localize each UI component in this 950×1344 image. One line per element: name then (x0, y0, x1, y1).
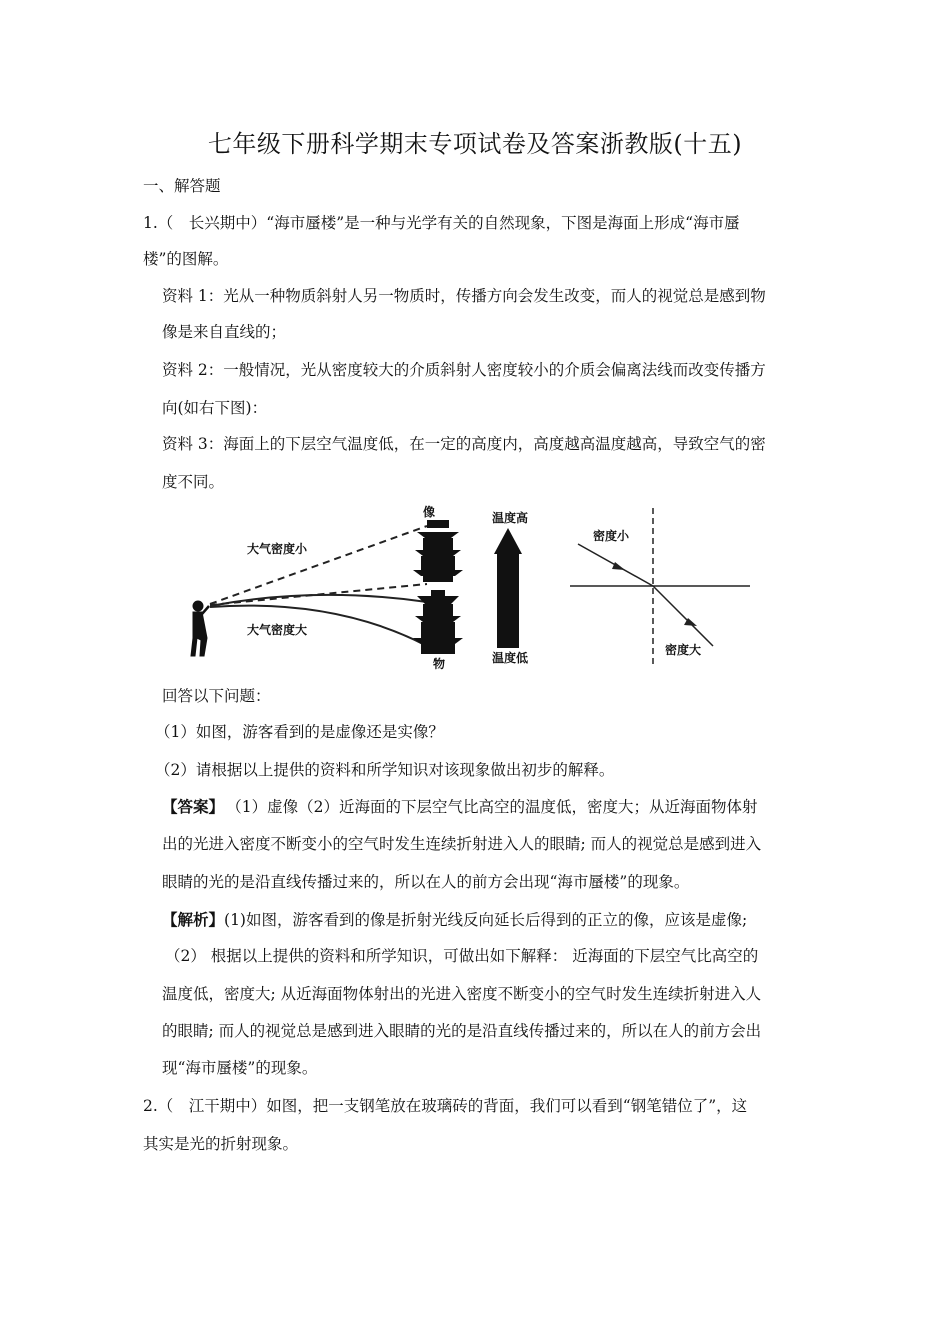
analysis-tag: 【解析】 (162, 910, 225, 929)
label-image: 像 (423, 505, 436, 519)
questions-prompt: 回答以下问题： (162, 687, 271, 705)
answer-block (162, 797, 758, 817)
mirage-diagram-svg (165, 498, 805, 673)
pagoda-image (413, 520, 463, 582)
answer-text: （1）虚像（2）近海面的下层空气比高空的温度低，密度大；从近海面物体射 (234, 798, 758, 816)
answer-tag: 【答案】 (162, 797, 225, 816)
question-2-text-cont: 其实是光的折射现象。 (143, 1135, 299, 1153)
material-3-text-cont: 度不同。 (162, 473, 225, 491)
label-density-small: 密度小 (593, 529, 630, 543)
sub-question-1: （1）如图，游客看到的是虚像还是实像？ (155, 723, 444, 741)
material-1-text: 资料 1：光从一种物质斜射人另一物质时，传播方向会发生改变，而人的视觉总是感到物 (162, 287, 766, 305)
temperature-column (494, 528, 522, 648)
analysis-text: (1)如图，游客看到的像是折射光线反向延长后得到的正立的像，应该是虚像; (224, 911, 748, 929)
sub-question-2: （2）请根据以上提供的资料和所学知识对该现象做出初步的解释。 (155, 761, 615, 779)
refracted-rays (210, 595, 427, 646)
label-temp-low: 温度低 (492, 651, 529, 665)
question-1-text-cont: 楼”的图解。 (143, 250, 229, 268)
mirage-diagram (165, 498, 805, 673)
ray-arrow-upper (612, 562, 625, 570)
analysis-block (162, 910, 747, 930)
section-heading: 一、解答题 (143, 177, 221, 195)
answer-text-cont-1: 出的光进入密度不断变小的空气时发生连续折射进入人的眼睛; 而人的视觉总是感到进入 (162, 835, 762, 853)
question-1-text: 1.（ 长兴期中）“海市蜃楼”是一种与光学有关的自然现象，下图是海面上形成“海市蜃 (143, 214, 740, 232)
material-2-text: 资料 2：一般情况，光从密度较大的介质斜射人密度较小的介质会偏离法线而改变传播方 (162, 361, 766, 379)
pagoda-object (413, 590, 463, 654)
observer-figure (191, 601, 209, 656)
label-object: 物 (433, 657, 446, 671)
answer-text-cont-2: 眼睛的光的是沿直线传播过来的，所以在人的前方会出现“海市蜃楼”的现象。 (162, 873, 690, 891)
analysis-text-cont-3: 的眼睛; 而人的视觉总是感到进入眼睛的光的是沿直线传播过来的，所以在人的前方会出 (162, 1022, 762, 1040)
sight-lines (210, 526, 427, 605)
analysis-text-cont-1: （2） 根据以上提供的资料和所学知识，可做出如下解释： 近海面的下层空气比高空的 (165, 947, 759, 965)
material-3-text: 资料 3：海面上的下层空气温度低，在一定的高度内，高度越高温度越高，导致空气的密 (162, 435, 766, 453)
label-temp-high: 温度高 (492, 511, 529, 525)
analysis-text-cont-2: 温度低，密度大; 从近海面物体射出的光进入密度不断变小的空气时发生连续折射进入人 (162, 985, 762, 1003)
label-density-large: 密度大 (665, 643, 702, 657)
page-title: 七年级下册科学期末专项试卷及答案浙教版(十五) (207, 130, 743, 158)
label-low-density-air: 大气密度小 (247, 542, 308, 556)
analysis-text-cont-4: 现“海市蜃楼”的现象。 (162, 1059, 318, 1077)
material-1-text-cont: 像是来自直线的； (162, 323, 287, 341)
label-high-density-air: 大气密度大 (247, 623, 308, 637)
material-2-text-cont: 向(如右下图)： (162, 399, 268, 417)
question-2-text: 2.（ 江干期中）如图，把一支钢笔放在玻璃砖的背面，我们可以看到“钢笔错位了”，这 (143, 1097, 748, 1115)
